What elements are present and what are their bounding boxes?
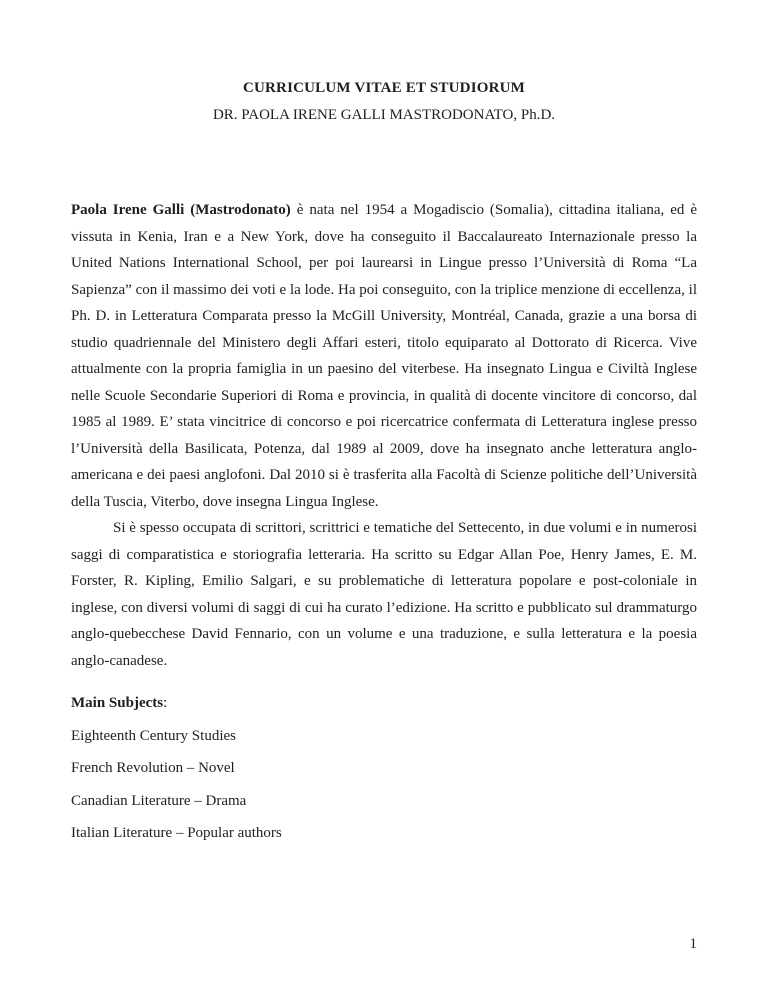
subject-item-eighteenth-century: Eighteenth Century Studies (71, 727, 236, 744)
subject-item-canadian-literature: Canadian Literature – Drama (71, 792, 247, 809)
document-title: CURRICULUM VITAE ET STUDIORUM (242, 80, 526, 96)
bio-paragraph-text: è nata nel 1954 a Mogadiscio (Somalia), cittadina italiana, ed è vissuta in Kenia, Iran e a New York, dove ha conseguito il Baccalaureato Internazionale presso la United Nations International School, per poi laurearsi in Lingue presso l’Università di Roma “La Sapienza” con il massimo dei voti e la lode. Ha poi conseguito, con la triplice menzione di eccellenza, il Ph. D. in Letteratura Comparata presso la McGill University, Montréal, Canada, grazie a una borsa di studio quadriennale del Ministero degli Affari esteri, titolo equiparato al Dottorato di Ricerca. Vive attualmente con la propria famiglia in un paesino del viterbese. Ha insegnato Lingua e Civiltà Inglese nelle Scuole Secondarie Superiori di Roma e provincia, in qualità di docente vincitore di concorso, dal 1985 al 1989. E’ stata vincitrice di concorso e poi ricercatrice confermata di Letteratura inglese presso l’Università della Basilicata, Potenza, dal 1989 al 2009, dove ha insegnato anche letteratura anglo-americana e dei paesi anglofoni. Dal 2010 si è trasferita alla Facoltà di Scienze politiche dell’Università della Tuscia, Viterbo, dove insegna Lingua Inglese. (71, 202, 697, 510)
author-name-lead: Paola Irene Galli (Mastrodonato) (71, 202, 291, 218)
research-paragraph: Si è spesso occupata di scrittori, scrittrici e tematiche del Settecento, in due volumi e in numerosi saggi di comparatistica e storiografia letteraria. Ha scritto su Edgar Allan Poe, Henry James, E. M. Forster, R. Kipling, Emilio Salgari, e su problematiche di letteratura popolare e post-coloniale in inglese, con diversi volumi di saggi di cui ha curato l’edizione. Ha scritto e pubblicato sul drammaturgo anglo-quebecchese David Fennario, con un volume e una traduzione, e sulla letteratura e la poesia anglo-canadese. (71, 520, 697, 669)
main-subjects-heading (71, 690, 697, 717)
subject-item-italian-literature: Italian Literature – Popular authors (71, 825, 282, 841)
subject-item-french-revolution: French Revolution – Novel (71, 760, 235, 776)
document-subtitle: DR. PAOLA IRENE GALLI MASTRODONATO, Ph.D. (212, 107, 556, 123)
title-block (71, 75, 697, 129)
page-number: 1 (689, 936, 697, 952)
bio-paragraph (71, 197, 697, 515)
main-subjects-label: Main Subjects (71, 695, 164, 711)
main-subjects-colon: : (163, 695, 168, 711)
